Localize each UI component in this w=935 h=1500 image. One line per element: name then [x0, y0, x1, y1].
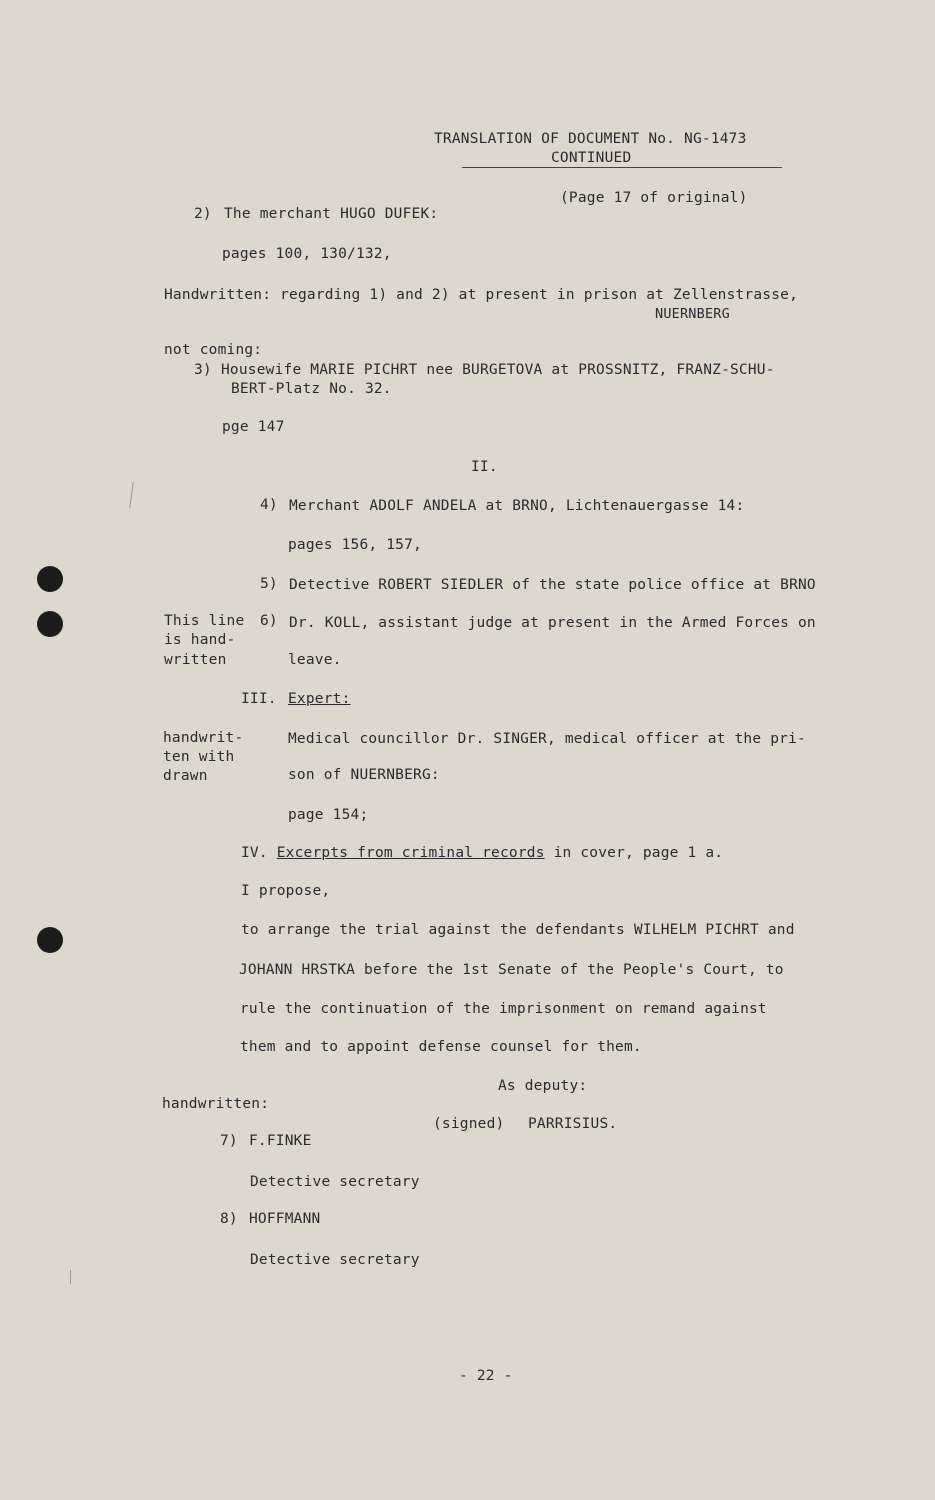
expert-text-continued: son of NUERNBERG:	[288, 767, 440, 783]
item-text-continued: leave.	[288, 652, 342, 668]
punch-hole	[37, 566, 63, 592]
item-name: HOFFMANN	[249, 1211, 321, 1227]
section-heading: II.	[471, 459, 498, 475]
signature-deputy: As deputy:	[498, 1078, 588, 1094]
handwritten-note: Handwritten: regarding 1) and 2) at present in prison at Zellenstrasse,	[164, 287, 799, 303]
item-number: 7)	[220, 1133, 238, 1149]
section-number: IV.	[241, 845, 268, 861]
stray-mark	[129, 482, 134, 508]
item-text: The merchant HUGO DUFEK:	[224, 206, 439, 222]
item-text: Detective ROBERT SIEDLER of the state police office at BRNO	[289, 577, 816, 593]
item-text: Dr. KOLL, assistant judge at present in the Armed Forces on	[289, 615, 816, 631]
proposal-line: rule the continuation of the imprisonment on remand against	[240, 1001, 767, 1017]
proposal-intro: I propose,	[241, 883, 331, 899]
proposal-line: to arrange the trial against the defendants WILHELM PICHRT and	[241, 922, 795, 938]
margin-note-line: handwrit-	[163, 730, 244, 746]
expert-text: Medical councillor Dr. SINGER, medical officer at the pri-	[288, 731, 806, 747]
margin-note-line: is hand-	[164, 632, 236, 648]
handwritten-note-city: NUERNBERG	[655, 306, 730, 322]
punch-hole	[37, 927, 63, 953]
item-number: 3)	[194, 362, 212, 378]
item-pages: pge 147	[222, 419, 285, 435]
margin-note-line: written	[164, 652, 227, 668]
signature-name: PARRISIUS.	[528, 1116, 618, 1132]
not-coming-label: not coming:	[164, 342, 263, 358]
section-heading: Excerpts from criminal records	[276, 845, 545, 861]
item-number: 5)	[260, 576, 278, 592]
section-4-line	[241, 845, 723, 861]
item-text: Housewife MARIE PICHRT nee BURGETOVA at PROSSNITZ, FRANZ-SCHU-	[221, 362, 775, 378]
header-rule	[462, 167, 782, 168]
section-heading: Expert:	[288, 691, 351, 707]
margin-note-line: This line	[164, 613, 245, 629]
item-text-continued: BERT-Platz No. 32.	[231, 381, 392, 397]
punch-hole	[37, 611, 63, 637]
item-title: Detective secretary	[250, 1174, 420, 1190]
document-title: TRANSLATION OF DOCUMENT No. NG-1473	[434, 131, 747, 147]
proposal-line: them and to appoint defense counsel for them.	[240, 1039, 642, 1055]
item-number: 4)	[260, 497, 278, 513]
section-heading-rest: in cover, page 1 a.	[544, 845, 724, 861]
stray-mark	[70, 1270, 71, 1284]
handwritten-label: handwritten:	[162, 1096, 270, 1112]
margin-note-line: drawn	[163, 768, 208, 784]
page-reference: (Page 17 of original)	[560, 190, 748, 206]
section-number: III.	[241, 691, 277, 707]
signature-signed: (signed)	[433, 1116, 505, 1132]
item-pages: pages 100, 130/132,	[222, 246, 392, 262]
item-pages: pages 156, 157,	[288, 537, 422, 553]
page-number: - 22 -	[459, 1368, 513, 1384]
item-text: Merchant ADOLF ANDELA at BRNO, Lichtenauergasse 14:	[289, 498, 745, 514]
item-title: Detective secretary	[250, 1252, 420, 1268]
item-pages: page 154;	[288, 807, 369, 823]
margin-note-line: ten with	[163, 749, 235, 765]
item-number: 2)	[194, 206, 212, 222]
item-number: 6)	[260, 613, 278, 629]
item-name: F.FINKE	[249, 1133, 312, 1149]
proposal-line: JOHANN HRSTKA before the 1st Senate of the People's Court, to	[239, 962, 784, 978]
item-number: 8)	[220, 1211, 238, 1227]
continued-label: CONTINUED	[551, 150, 632, 166]
